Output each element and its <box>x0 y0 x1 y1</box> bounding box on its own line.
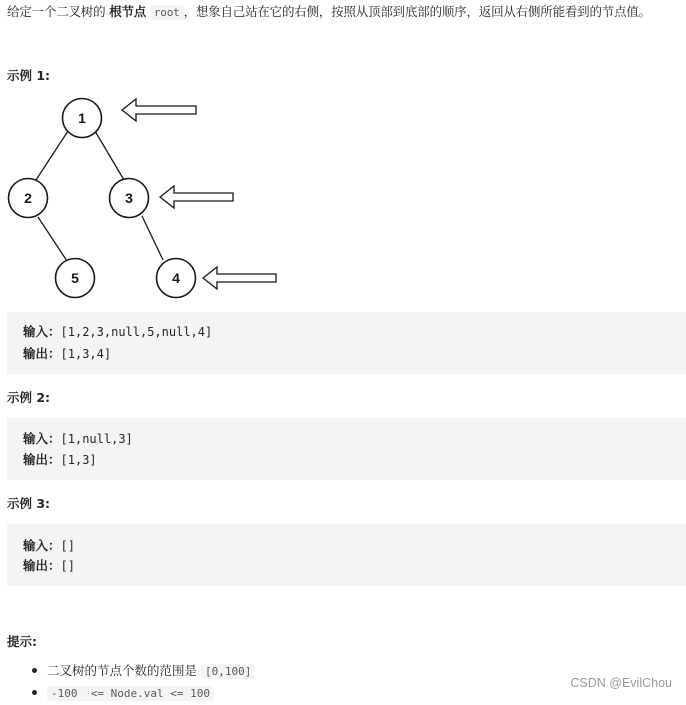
arrow-left-icon <box>160 186 233 208</box>
example-2-output <box>23 450 97 468</box>
tree-node-1 <box>63 99 102 138</box>
output-label: 输出： <box>23 558 61 573</box>
tip-code: -100 <= Node.val <= 100 <box>47 686 214 701</box>
arrow-left-icon <box>122 99 196 121</box>
output-label: 输出： <box>23 346 61 361</box>
output-value: [] <box>60 559 75 573</box>
example-2-input <box>23 429 133 447</box>
tree-node-5-label: 5 <box>71 270 79 286</box>
tips-list <box>7 660 255 704</box>
example-1-input <box>23 322 212 340</box>
example-1-box <box>7 312 686 374</box>
tips-heading: 提示: <box>7 634 37 649</box>
example-2-heading: 示例 2: <box>7 390 51 405</box>
example-2-box <box>7 418 686 480</box>
output-value: [1,3] <box>60 453 97 467</box>
example-3-input <box>23 536 75 554</box>
intro-bold: 根节点 <box>109 4 147 19</box>
intro-code: root <box>150 5 184 20</box>
edge-1-3 <box>95 131 124 180</box>
intro-text-2: ，想象自己站在它的右侧，按照从顶部到底部的顺序，返回从右侧所能看到的节点值。 <box>183 4 651 19</box>
input-value: [] <box>60 539 75 553</box>
input-value: [1,2,3,null,5,null,4] <box>60 325 213 339</box>
binary-tree-diagram <box>0 88 300 308</box>
edge-1-2 <box>36 131 68 180</box>
example-1-heading: 示例 1: <box>7 68 51 83</box>
bullet-icon <box>32 690 37 695</box>
tip-text: 二叉树的节点个数的范围是 <box>47 663 198 678</box>
tree-node-2 <box>9 179 48 218</box>
list-item <box>7 660 255 682</box>
tree-node-3 <box>110 179 149 218</box>
input-value: [1,null,3] <box>60 432 133 446</box>
edge-2-5 <box>38 217 67 261</box>
example-3-heading: 示例 3: <box>7 496 51 511</box>
intro-text-1: 给定一个二叉树的 <box>7 4 106 19</box>
tree-node-5 <box>56 259 95 298</box>
edge-3-4 <box>142 216 163 260</box>
arrow-left-icon <box>203 267 276 289</box>
list-item <box>7 682 255 704</box>
tree-node-4 <box>157 259 196 298</box>
example-3-box <box>7 524 686 586</box>
tree-node-2-label: 2 <box>24 190 32 206</box>
output-value: [1,3,4] <box>60 347 112 361</box>
problem-description <box>7 2 683 23</box>
input-label: 输入： <box>23 431 61 446</box>
tree-node-1-label: 1 <box>78 110 86 126</box>
tip-code: [0,100] <box>201 664 255 679</box>
example-3-output <box>23 556 75 574</box>
bullet-icon <box>32 668 37 673</box>
tree-node-3-label: 3 <box>125 190 133 206</box>
watermark: CSDN @EvilChou <box>570 676 672 690</box>
output-label: 输出： <box>23 452 61 467</box>
input-label: 输入： <box>23 324 61 339</box>
tree-node-4-label: 4 <box>172 270 180 286</box>
example-1-output <box>23 344 111 362</box>
input-label: 输入： <box>23 538 61 553</box>
